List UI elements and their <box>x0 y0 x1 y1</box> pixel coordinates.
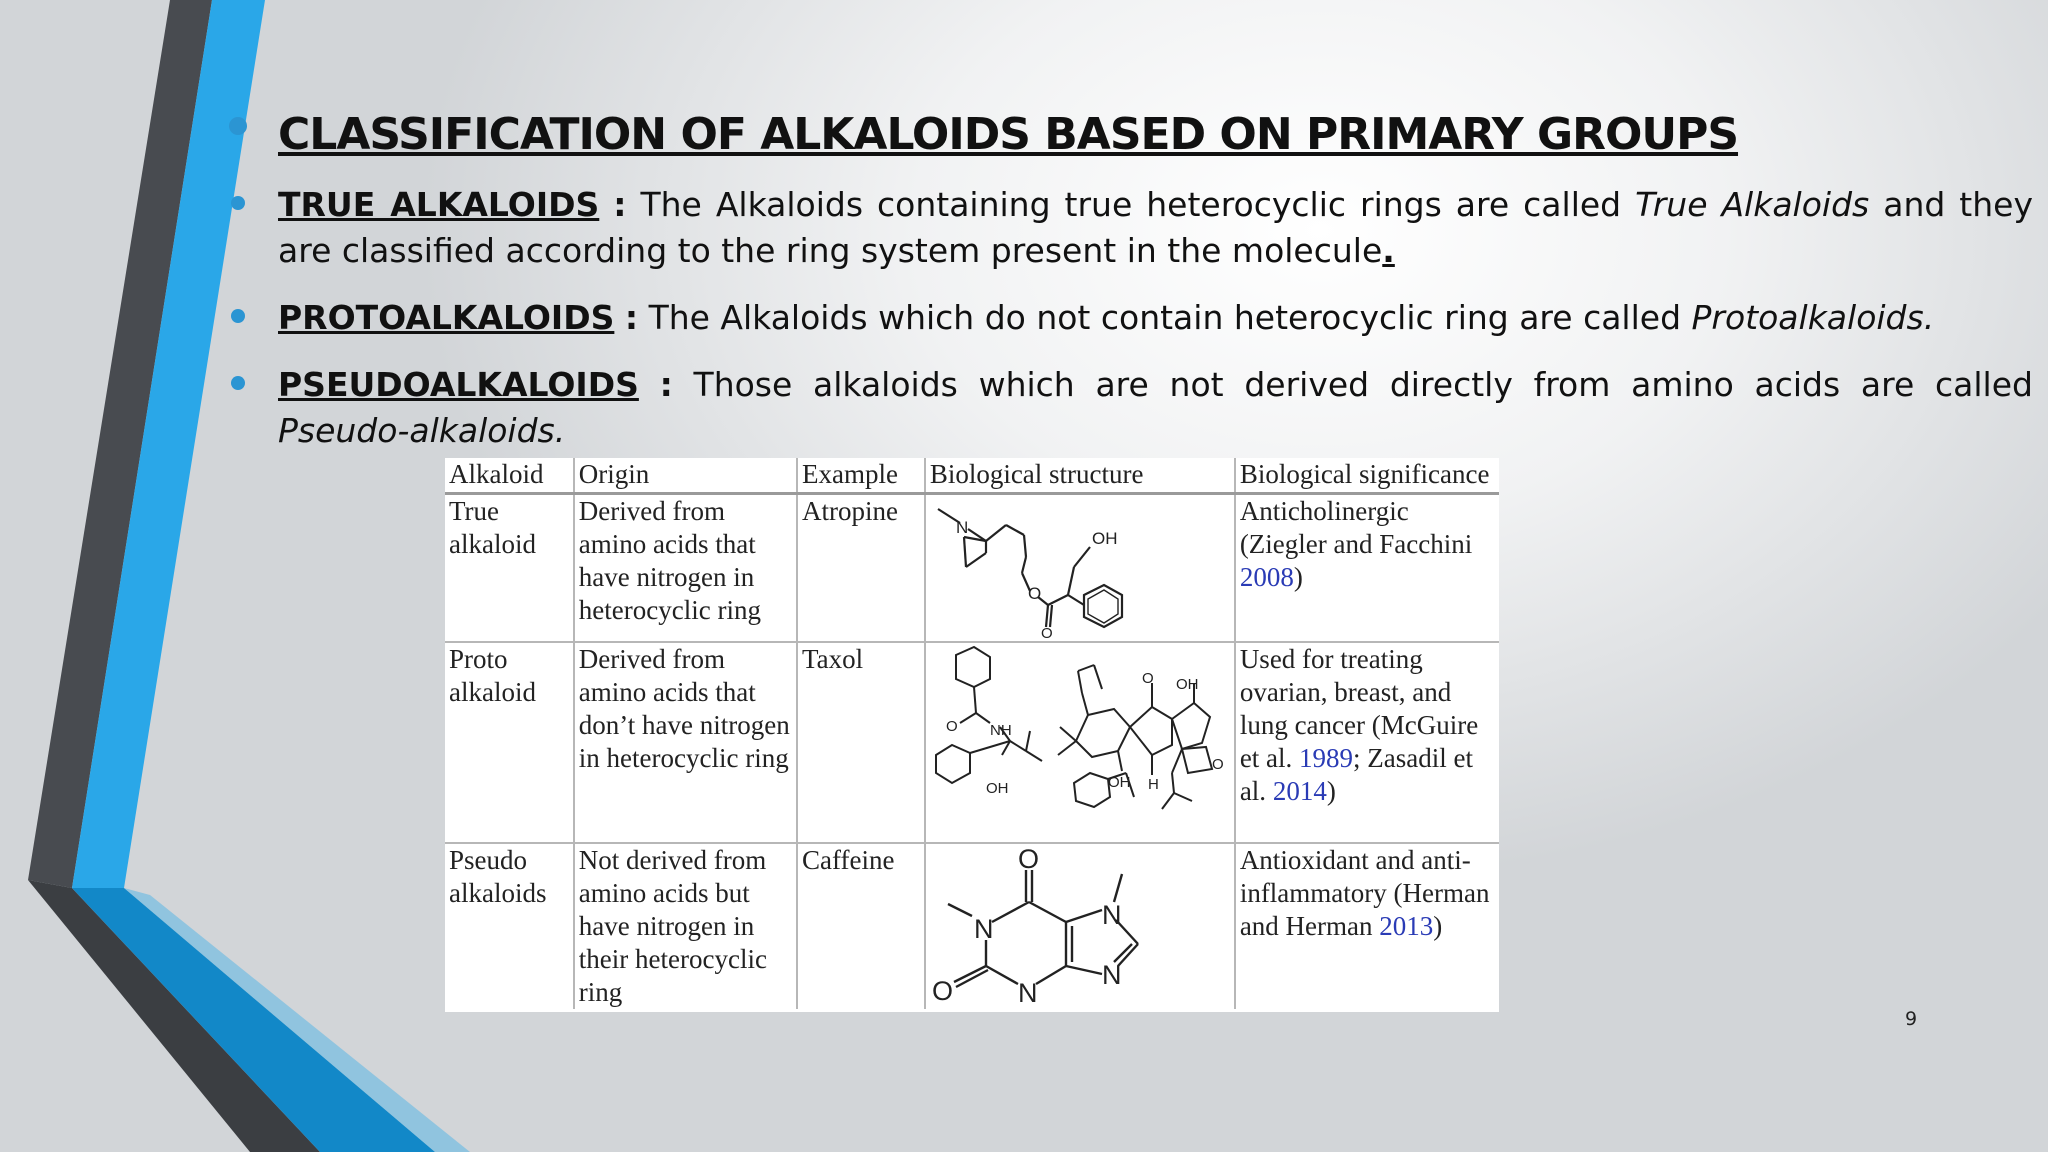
table-header-row <box>445 458 1499 494</box>
bullet-text: Those alkaloids which are not derived directly from amino acids are called <box>693 365 2033 404</box>
label-n: N <box>1101 960 1122 990</box>
citation-link[interactable]: 2014 <box>1272 776 1327 806</box>
label-o: O <box>1141 670 1154 687</box>
label-oh: OH <box>1175 676 1199 693</box>
bullet-text: The Alkaloids containing true heterocyclic rings are called <box>640 185 1636 224</box>
alkaloid-table <box>445 458 1499 1009</box>
header-alkaloid: Alkaloid <box>445 458 574 494</box>
label-o: O <box>1211 756 1224 773</box>
term-true-alkaloids: TRUE ALKALOIDS <box>278 185 600 224</box>
label-o: O <box>1040 625 1053 641</box>
label-nh: NH <box>989 722 1012 739</box>
label-n: N <box>1101 900 1122 930</box>
citation-link[interactable]: 1989 <box>1299 743 1354 773</box>
label-n: N <box>1017 978 1038 1006</box>
term-pseudoalkaloids: PSEUDOALKALOIDS <box>278 365 639 404</box>
header-origin: Origin <box>574 458 797 494</box>
page-number: 9 <box>1905 1008 1918 1030</box>
cell-structure-atropine <box>925 494 1235 643</box>
alkaloid-table-image <box>445 458 1499 1012</box>
significance-text: ) <box>1326 776 1336 806</box>
bullet-pseudoalkaloids <box>278 362 2033 454</box>
bullet-protoalkaloids <box>278 295 2033 341</box>
taxol-structure-icon <box>926 643 1234 842</box>
citation-link[interactable]: 2013 <box>1379 911 1434 941</box>
cell-structure-taxol <box>925 642 1235 843</box>
label-oh: OH <box>1107 774 1131 791</box>
bullet-italic-text: Pseudo-alkaloids. <box>278 411 566 450</box>
header-significance: Biological significance <box>1235 458 1499 494</box>
label-n: N <box>973 914 994 944</box>
table-row <box>445 494 1499 643</box>
cell-origin: Not derived from amino acids but have nitrogen in their heterocyclic ring <box>574 843 797 1009</box>
bullet-dot-icon <box>231 196 245 210</box>
cell-example: Atropine <box>797 494 925 643</box>
significance-text: ) <box>1433 911 1443 941</box>
label-oh: OH <box>985 780 1009 797</box>
term-colon: : <box>613 185 627 224</box>
cell-alkaloid: Proto alkaloid <box>445 642 574 843</box>
header-example: Example <box>797 458 925 494</box>
label-oh: OH <box>1091 529 1118 548</box>
significance-text: ) <box>1293 562 1303 592</box>
cell-significance <box>1235 843 1499 1009</box>
label-h: H <box>1147 776 1159 793</box>
cell-alkaloid: True alkaloid <box>445 494 574 643</box>
bullet-text: and they are classified according to the ring system present in the molecule <box>278 185 2033 270</box>
bullet-italic-text: True Alkaloids <box>1635 185 1870 224</box>
label-o: O <box>931 976 953 1006</box>
cell-significance <box>1235 642 1499 843</box>
bullet-true-alkaloids <box>278 182 2033 274</box>
significance-text: ; Zasadil et al. <box>1239 743 1474 806</box>
cell-example: Caffeine <box>797 843 925 1009</box>
cell-significance <box>1235 494 1499 643</box>
significance-text: Anticholinergic (Ziegler and Facchini <box>1239 496 1473 559</box>
label-o: O <box>1027 584 1042 603</box>
label-n: N <box>955 518 969 537</box>
bullet-dot-icon <box>229 117 247 135</box>
atropine-structure-icon <box>926 495 1234 641</box>
slide-title-text: CLASSIFICATION OF ALKALOIDS BASED ON PRIMARY GROUPS <box>278 109 1739 160</box>
cell-origin: Derived from amino acids that have nitrogen in heterocyclic ring <box>574 494 797 643</box>
bullet-italic-text: Protoalkaloids. <box>1691 298 1935 337</box>
term-colon: : <box>624 298 639 337</box>
cell-structure-caffeine <box>925 843 1235 1009</box>
caffeine-structure-icon <box>926 844 1234 1006</box>
bullet-end-mark: . <box>1382 231 1395 270</box>
bullet-text: The Alkaloids which do not contain heterocyclic ring are called <box>648 298 1692 337</box>
table-row <box>445 642 1499 843</box>
label-o: O <box>945 718 958 735</box>
table-row <box>445 843 1499 1009</box>
significance-text: Antioxidant and anti-inflammatory (Herman and Herman <box>1239 845 1490 941</box>
cell-alkaloid: Pseudo alkaloids <box>445 843 574 1009</box>
bullet-list <box>278 98 2033 454</box>
citation-link[interactable]: 2008 <box>1239 562 1294 592</box>
slide-title <box>278 98 2033 172</box>
significance-text: Used for treating ovarian, breast, and lung cancer (McGuire et al. <box>1239 644 1479 773</box>
bullet-dot-icon <box>231 309 245 323</box>
term-protoalkaloids: PROTOALKALOIDS <box>278 298 615 337</box>
bullet-dot-icon <box>231 376 245 390</box>
label-o: O <box>1017 844 1039 874</box>
cell-example: Taxol <box>797 642 925 843</box>
cell-origin: Derived from amino acids that don’t have nitrogen in heterocyclic ring <box>574 642 797 843</box>
header-structure: Biological structure <box>925 458 1235 494</box>
term-colon: : <box>659 365 673 404</box>
